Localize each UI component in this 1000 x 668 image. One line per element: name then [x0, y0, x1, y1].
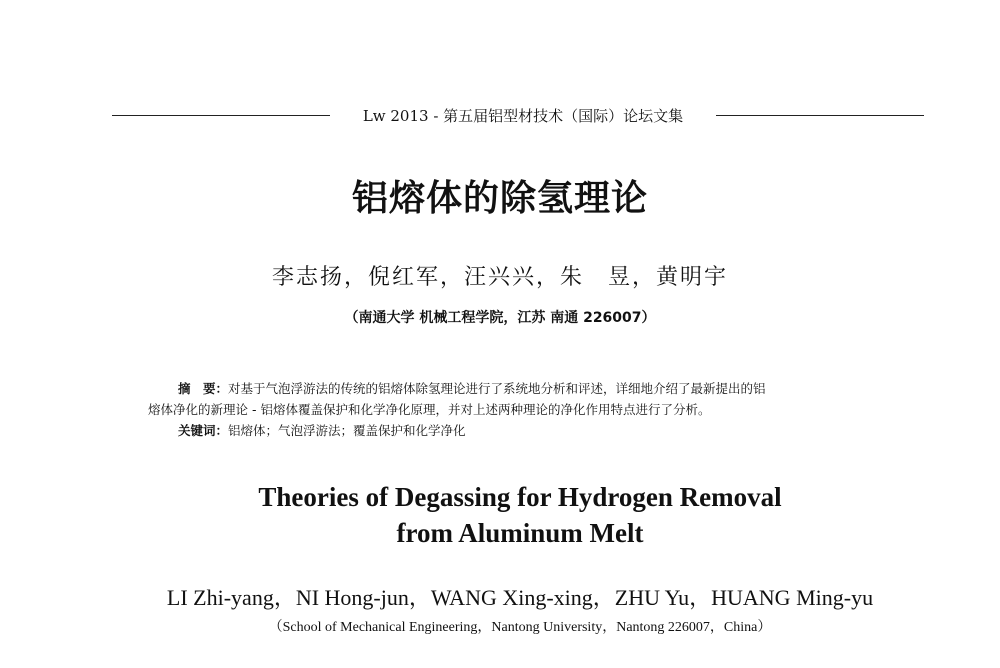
keywords-text: 铝熔体；气泡浮游法；覆盖保护和化学净化 [228, 423, 466, 438]
chinese-affiliation: （南通大学 机械工程学院，江苏 南通 226007） [344, 310, 656, 326]
english-title-line-1: Theories of Degassing for Hydrogen Removal [258, 482, 782, 512]
chinese-title: 铝熔体的除氢理论 [351, 177, 648, 219]
abstract-text-1: 对基于气泡浮游法的传统的铝熔体除氢理论进行了系统地分析和评述，详细地介绍了最新提出的铝 [228, 381, 766, 396]
header-rule-right [716, 115, 924, 116]
abstract-line-1 [148, 378, 904, 399]
english-title-line-2: from Aluminum Melt [396, 518, 644, 548]
abstract-line-2: 熔体净化的新理论 - 铝熔体覆盖保护和化学净化原理，并对上述两种理论的净化作用特点进行了分析。 [148, 402, 711, 417]
header-text: Lw 2013 - 第五届铝型材技术（国际）论坛文集 [362, 107, 684, 125]
english-authors: LI Zhi-yang，NI Hong-jun，WANG Xing-xing，ZHU Yu，HUANG Ming-yu [166, 585, 874, 610]
keywords-line [148, 420, 904, 441]
chinese-abstract [148, 378, 904, 441]
running-header [112, 106, 924, 126]
abstract-label: 摘 要： [178, 381, 229, 396]
english-affiliation: （School of Mechanical Engineering，Nantong University，Nantong 226007，China） [268, 620, 772, 635]
keywords-label: 关键词： [178, 423, 229, 438]
header-rule-left [112, 115, 330, 116]
chinese-authors: 李志扬，倪红军，汪兴兴，朱 昱，黄明宇 [271, 265, 728, 290]
english-title [0, 479, 1000, 551]
